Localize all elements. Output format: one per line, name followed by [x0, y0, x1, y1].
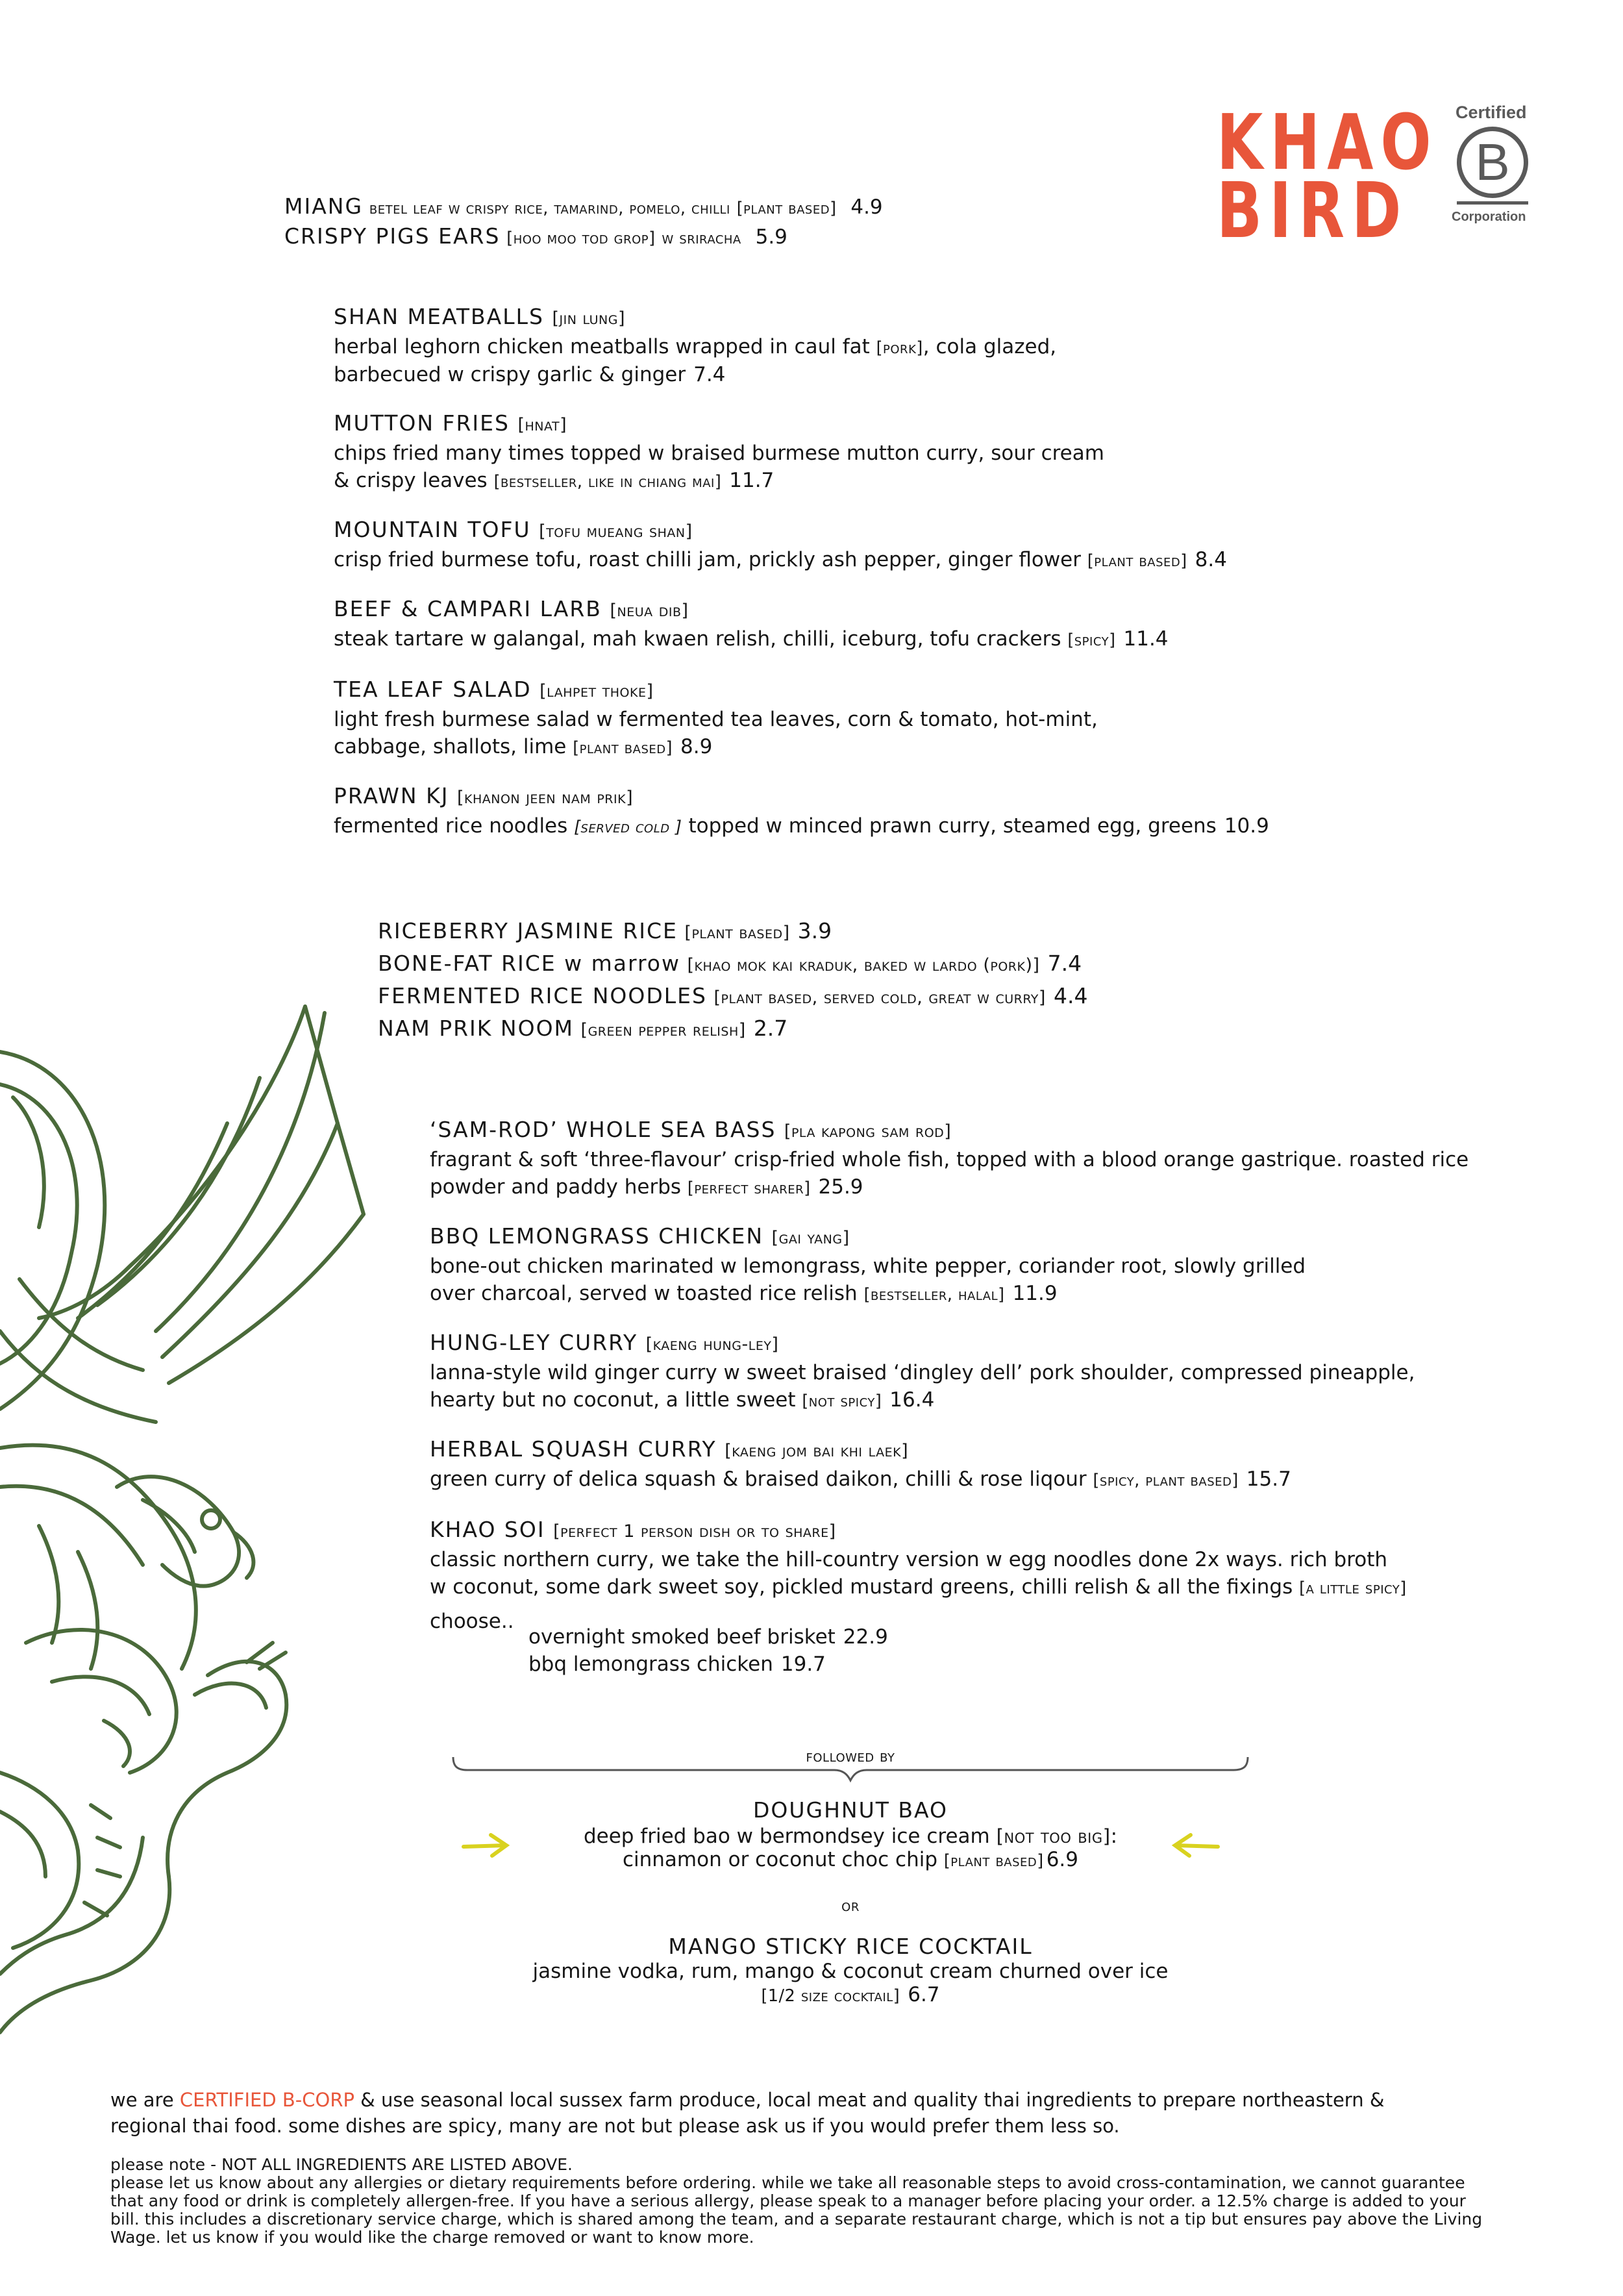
cocktail-section: [454, 1934, 1246, 2007]
note-line: bill. this includes a discretionary service charge, which is shared among the team, and a separate restaurant charge, which is not a tip but ensures pay above the Living: [110, 2210, 1483, 2228]
arrow-right-icon: [460, 1831, 512, 1860]
certified-bcorp-text: CERTIFIED B-CORP: [179, 2089, 354, 2111]
side-item: [378, 916, 1087, 948]
note-line: that any food or drink is completely allergen-free. If you have a serious allergy, please speak to a manager before placing your order. a 12.5% charge is added to your: [110, 2191, 1466, 2210]
dessert-price: 6.9: [1046, 1848, 1078, 1871]
item-desc: lanna-style wild ginger curry w sweet braised ‘dingley dell’ pork shoulder, compressed pineapple,: [430, 1361, 1415, 1384]
item-tag: [a little spicy]: [1299, 1578, 1407, 1597]
item-tag: [plant based]: [684, 923, 790, 943]
footer-about: [110, 2087, 1565, 2139]
item-name: SHAN MEATBALLS: [334, 304, 544, 329]
item-price: 5.9: [755, 225, 787, 249]
option-name: overnight smoked beef brisket: [528, 1625, 836, 1649]
item-desc: herbal leghorn chicken meatballs wrapped in caul fat: [334, 335, 876, 358]
item-tag: [served cold ]: [574, 817, 682, 836]
item-price: 7.4: [693, 363, 726, 386]
item-desc: fermented rice noodles: [334, 814, 575, 838]
item-name: MIANG: [284, 193, 364, 219]
item-desc: light fresh burmese salad w fermented tea leaves, corn & tomato, hot-mint,: [334, 708, 1098, 731]
menu-item-khao-soi: [430, 1516, 1407, 1601]
menu-item-mountain-tofu: [334, 516, 1227, 574]
item-desc: topped w minced prawn curry, steamed egg, greens: [682, 814, 1217, 838]
note-label: please note -: [110, 2155, 222, 2174]
item-price: 10.9: [1224, 814, 1269, 838]
item-name: NAM PRIK NOOM: [378, 1016, 575, 1041]
item-desc: fragrant & soft ‘three-flavour’ crisp-fried whole fish, topped with a blood orange gastrique. roasted rice: [430, 1148, 1469, 1171]
item-alt-name: [jin lung]: [552, 308, 626, 329]
logo-word-khao: KHAO: [1217, 97, 1439, 187]
menu-item-herbal-squash-curry: [430, 1435, 1291, 1493]
dessert-tag: [plant based]: [943, 1851, 1044, 1870]
item-tag: [khao mok kai kraduk, baked w lardo (pork)]: [687, 955, 1040, 975]
choose-option: [528, 1623, 888, 1651]
item-tag: [plant based, served cold, great w curry]: [713, 988, 1046, 1008]
item-name: ‘SAM-ROD’ WHOLE SEA BASS: [430, 1117, 776, 1142]
item-name: KHAO SOI: [430, 1517, 545, 1542]
dessert-section: [454, 1796, 1246, 1872]
sides-section: [378, 916, 1087, 1045]
item-desc: barbecued w crispy garlic & ginger: [334, 363, 686, 386]
item-desc: chips fried many times topped w braised burmese mutton curry, sour cream: [334, 442, 1104, 465]
item-alt-name: [kaeng hung-ley]: [645, 1334, 779, 1354]
bcorp-certified-text: Certified: [1456, 103, 1527, 122]
item-price: 16.4: [889, 1388, 935, 1412]
item-name: HUNG-LEY CURRY: [430, 1330, 638, 1355]
item-price: 4.9: [850, 195, 883, 219]
item-name: RICEBERRY JASMINE RICE: [378, 918, 678, 943]
item-alt-name: [lahpet thoke]: [539, 681, 654, 701]
footer-allergen-note: [110, 2156, 1578, 2247]
side-item: [378, 1013, 1087, 1045]
item-price: 11.7: [729, 469, 774, 492]
item-name: TEA LEAF SALAD: [334, 677, 532, 702]
bcorp-circle-icon: [1457, 127, 1528, 198]
item-name: MOUNTAIN TOFU: [334, 517, 531, 542]
logo-word-bird: BIRD: [1217, 166, 1409, 255]
choose-label: choose..: [430, 1610, 514, 1633]
item-price: 3.9: [797, 918, 832, 943]
item-alt-name: [khanon jeen nam prik]: [456, 788, 634, 808]
option-price: 22.9: [843, 1625, 888, 1649]
cocktail-price: 6.7: [908, 1983, 940, 2006]
option-price: 19.7: [780, 1653, 826, 1676]
item-tag: [bestseller, like in chiang mai]: [493, 471, 722, 491]
choose-options: [528, 1623, 888, 1678]
bcorp-mark: B: [1475, 133, 1510, 191]
menu-item-shan-meatballs: [334, 303, 1056, 388]
item-tag: [green pepper relish]: [580, 1020, 746, 1040]
snack-item: [284, 222, 883, 252]
item-name: BEEF & CAMPARI LARB: [334, 596, 602, 621]
item-tag: [plant based]: [1087, 551, 1187, 570]
dessert-desc: cinnamon or coconut choc chip: [622, 1848, 938, 1871]
item-tag: [pork]: [876, 338, 923, 357]
item-alt-name: [perfect 1 person dish or to share]: [553, 1521, 836, 1541]
dessert-name: DOUGHNUT BAO: [752, 1797, 948, 1823]
menu-item-bbq-lemongrass-chicken: [430, 1222, 1306, 1308]
item-price: 2.7: [753, 1016, 788, 1041]
item-desc: & crispy leaves: [334, 469, 488, 492]
item-price: 15.7: [1246, 1467, 1291, 1491]
item-tag: [not spicy]: [802, 1391, 882, 1410]
item-price: 8.9: [680, 735, 713, 758]
item-desc: w sriracha: [662, 228, 741, 247]
item-name: HERBAL SQUASH CURRY: [430, 1436, 717, 1462]
item-name: BONE-FAT RICE w marrow: [378, 951, 680, 976]
side-item: [378, 948, 1087, 980]
item-desc: bone-out chicken marinated w lemongrass, white pepper, coriander root, slowly grilled: [430, 1254, 1306, 1278]
option-name: bbq lemongrass chicken: [528, 1653, 773, 1676]
item-desc: steak tartare w galangal, mah kwaen relish, chilli, iceburg, tofu crackers: [334, 627, 1061, 651]
footer-text: we are: [110, 2089, 180, 2111]
item-price: 11.4: [1123, 627, 1169, 651]
bcorp-corporation-text: Corporation: [1452, 210, 1526, 224]
followed-by-bracket: [448, 1757, 1253, 1796]
item-price: 4.4: [1053, 983, 1088, 1008]
dessert-desc: :: [1110, 1825, 1118, 1848]
snacks-section: [284, 192, 883, 252]
note-warning: NOT ALL INGREDIENTS ARE LISTED ABOVE.: [221, 2155, 573, 2174]
item-desc: over charcoal, served w toasted rice relish: [430, 1282, 858, 1305]
item-desc: crisp fried burmese tofu, roast chilli jam, prickly ash pepper, ginger flower: [334, 548, 1081, 571]
arrow-left-icon: [1170, 1831, 1222, 1860]
footer-text: regional thai food. some dishes are spicy, many are not but please ask us if you would prefer them less so.: [110, 2115, 1120, 2137]
item-alt-name: [gai yang]: [771, 1228, 850, 1248]
footer-text: & use seasonal local sussex farm produce, local meat and quality thai ingredients to prepare northeastern &: [354, 2089, 1385, 2111]
item-tag: [plant based]: [573, 738, 673, 757]
item-tag: [hoo moo tod grop]: [506, 228, 656, 247]
bcorp-underline: [1457, 201, 1528, 205]
item-tag: [spicy]: [1067, 630, 1116, 649]
item-desc: , cola glazed,: [923, 335, 1057, 358]
item-name: FERMENTED RICE NOODLES: [378, 983, 707, 1008]
menu-item-mutton-fries: [334, 409, 1104, 495]
item-tag: [spicy, plant based]: [1093, 1470, 1239, 1490]
item-alt-name: [tofu mueang shan]: [539, 521, 693, 542]
item-name: PRAWN KJ: [334, 783, 449, 808]
item-desc: classic northern curry, we take the hill-country version w egg noodles done 2x ways. rich broth: [430, 1548, 1388, 1571]
item-alt-name: [hnat]: [517, 415, 567, 435]
menu-item-hung-ley-curry: [430, 1329, 1415, 1414]
item-price: 8.4: [1195, 548, 1227, 571]
item-desc: betel leaf w crispy rice, tamarind, pomelo, chilli: [369, 198, 730, 218]
dessert-desc: deep fried bao w bermondsey ice cream: [583, 1825, 997, 1848]
followed-by-label: followed by: [806, 1747, 895, 1766]
item-name: BBQ LEMONGRASS CHICKEN: [430, 1223, 764, 1249]
menu-item-sea-bass: [430, 1116, 1468, 1201]
khao-bird-logo: [1217, 97, 1535, 255]
item-name: CRISPY PIGS EARS: [284, 223, 501, 249]
item-desc: w coconut, some dark sweet soy, pickled mustard greens, chilli relish & all the fixings: [430, 1575, 1293, 1599]
item-desc: powder and paddy herbs: [430, 1175, 682, 1199]
item-price: 25.9: [818, 1175, 863, 1199]
item-tag: [bestseller, halal]: [863, 1284, 1005, 1304]
item-tag: [perfect sharer]: [687, 1178, 811, 1197]
menu-item-beef-campari-larb: [334, 595, 1169, 653]
item-desc: green curry of delica squash & braised daikon, chilli & rose liqour: [430, 1467, 1087, 1491]
item-price: 7.4: [1047, 951, 1082, 976]
item-alt-name: [kaeng jom bai khi laek]: [725, 1441, 909, 1461]
cocktail-tag: [1/2 size cocktail]: [761, 1986, 900, 2005]
item-desc: cabbage, shallots, lime: [334, 735, 567, 758]
item-tag: [plant based]: [736, 198, 837, 218]
choose-option: [528, 1651, 888, 1678]
note-line: please let us know about any allergies or dietary requirements before ordering. while we take all reasonable steps to avoid cross-contamination, we cannot guarantee: [110, 2173, 1465, 2192]
menu-item-tea-leaf-salad: [334, 675, 1098, 761]
side-item: [378, 980, 1087, 1013]
cocktail-desc: jasmine vodka, rum, mango & coconut cream churned over ice: [532, 1960, 1169, 1983]
dessert-tag: [not too big]: [996, 1825, 1111, 1847]
or-label: or: [841, 1896, 860, 1915]
item-alt-name: [neua dib]: [610, 601, 689, 621]
item-name: MUTTON FRIES: [334, 410, 510, 436]
item-price: 11.9: [1012, 1282, 1058, 1305]
snack-item: [284, 192, 883, 222]
item-alt-name: [pla kapong sam rod]: [784, 1121, 952, 1142]
cocktail-name: MANGO STICKY RICE COCKTAIL: [668, 1934, 1033, 1959]
item-desc: hearty but no coconut, a little sweet: [430, 1388, 796, 1412]
note-line: Wage. let us know if you would like the charge removed or want to know more.: [110, 2228, 754, 2247]
menu-item-prawn-kj: [334, 782, 1269, 840]
